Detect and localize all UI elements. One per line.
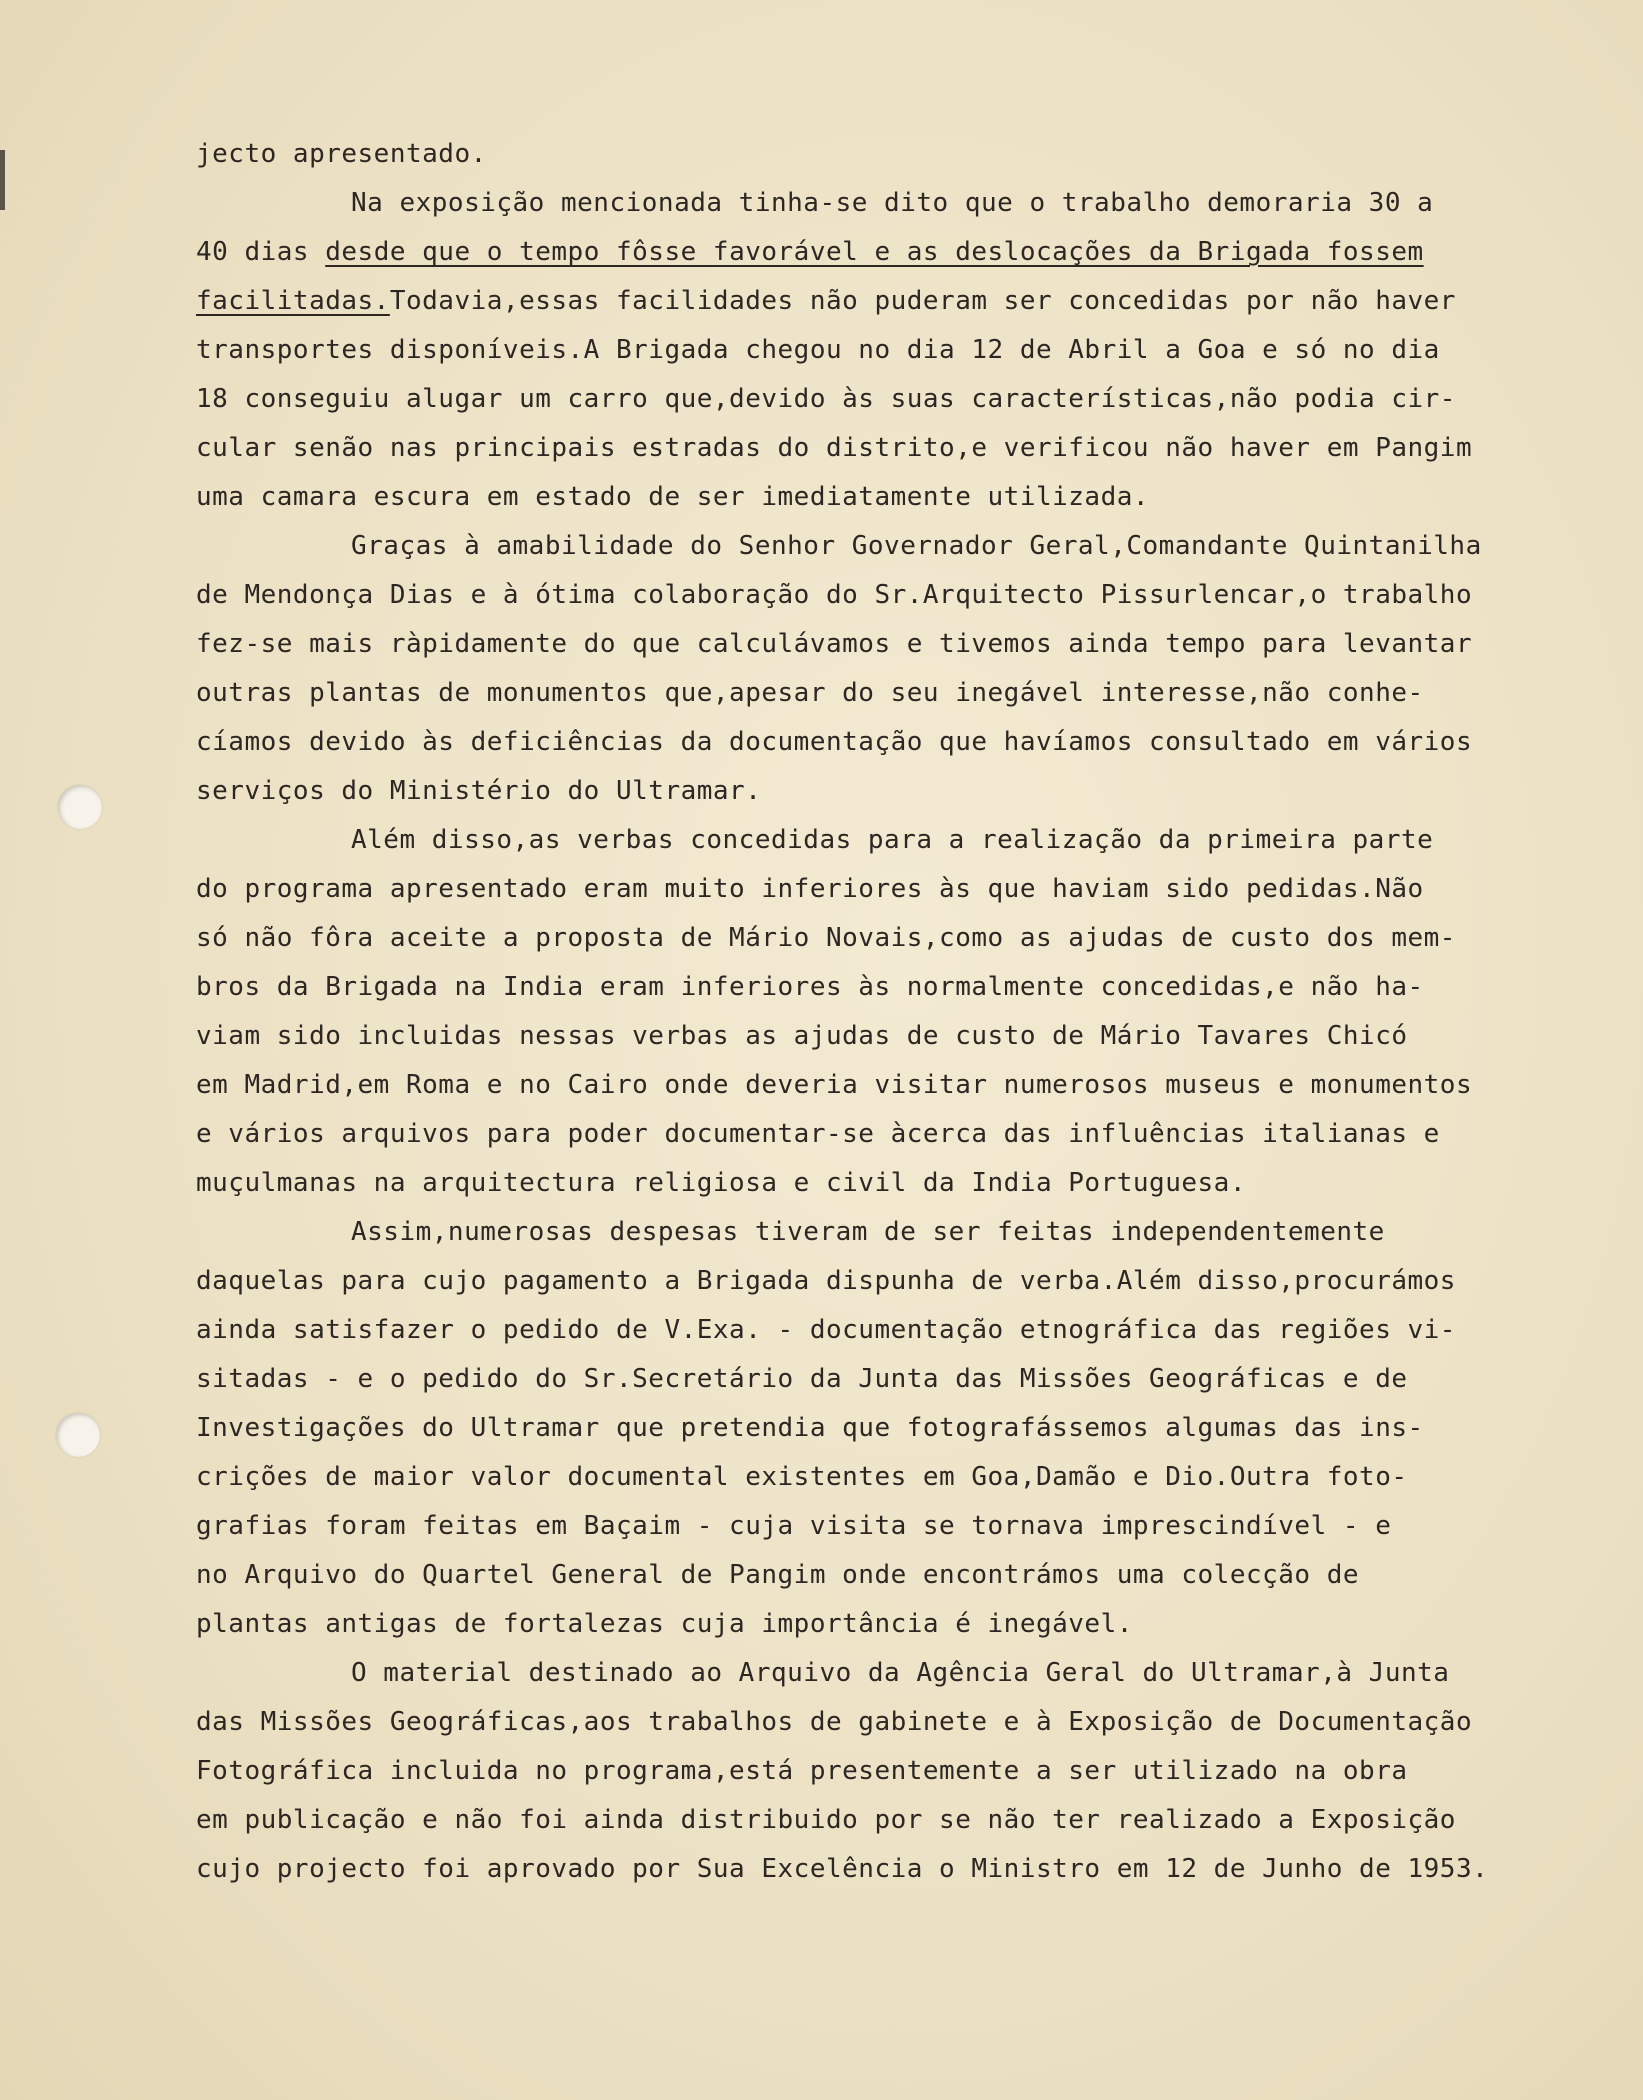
text-line: sitadas - e o pedido do Sr.Secretário da Junta das Missões Geográficas e de — [196, 1364, 1408, 1394]
text-line: só não fôra aceite a proposta de Mário Novais,como as ajudas de custo dos mem- — [196, 923, 1456, 953]
text-line: Além disso,as verbas concedidas para a realização da primeira parte — [351, 825, 1434, 855]
text-line: daquelas para cujo pagamento a Brigada dispunha de verba.Além disso,procurámos — [196, 1266, 1456, 1296]
text-line: jecto apresentado. — [196, 139, 487, 169]
text-line: de Mendonça Dias e à ótima colaboração do Sr.Arquitecto Pissurlencar,o trabalho — [196, 580, 1473, 610]
text-line: viam sido incluidas nessas verbas as ajudas de custo de Mário Tavares Chicó — [196, 1021, 1408, 1051]
text-line — [196, 228, 1526, 277]
text-segment: Todavia,essas facilidades não puderam ser concedidas por não haver — [389, 286, 1456, 316]
text-line: O material destinado ao Arquivo da Agência Geral do Ultramar,à Junta — [351, 1658, 1450, 1688]
text-line: Investigações do Ultramar que pretendia que fotografássemos algumas das ins- — [196, 1413, 1424, 1443]
punch-hole-top — [58, 785, 102, 829]
text-line: Na exposição mencionada tinha-se dito que o trabalho demoraria 30 a — [351, 188, 1434, 218]
text-line: plantas antigas de fortalezas cuja importância é inegável. — [196, 1609, 1133, 1639]
text-line: das Missões Geográficas,aos trabalhos de gabinete e à Exposição de Documentação — [196, 1707, 1473, 1737]
text-line — [196, 277, 1526, 326]
text-line: no Arquivo do Quartel General de Pangim onde encontrámos uma colecção de — [196, 1560, 1360, 1590]
typed-text-body — [196, 130, 1526, 1894]
underlined-text: facilitadas. — [196, 286, 390, 316]
text-line: uma camara escura em estado de ser imediatamente utilizada. — [196, 482, 1150, 512]
text-line: Assim,numerosas despesas tiveram de ser feitas independentemente — [351, 1217, 1385, 1247]
text-line: fez-se mais ràpidamente do que calculávamos e tivemos ainda tempo para levantar — [196, 629, 1473, 659]
page-edge-mark — [0, 150, 5, 210]
text-line: ainda satisfazer o pedido de V.Exa. - documentação etnográfica das regiões vi- — [196, 1315, 1456, 1345]
text-line: e vários arquivos para poder documentar-se àcerca das influências italianas e — [196, 1119, 1440, 1149]
text-line: em publicação e não foi ainda distribuido por se não ter realizado a Exposição — [196, 1805, 1456, 1835]
text-line: serviços do Ministério do Ultramar. — [196, 776, 762, 806]
text-line: bros da Brigada na India eram inferiores às normalmente concedidas,e não ha- — [196, 972, 1424, 1002]
punch-hole-bottom — [56, 1413, 100, 1457]
text-line: muçulmanas na arquitectura religiosa e civil da India Portuguesa. — [196, 1168, 1246, 1198]
text-line: cíamos devido às deficiências da documentação que havíamos consultado em vários — [196, 727, 1473, 757]
text-line: do programa apresentado eram muito inferiores às que haviam sido pedidas.Não — [196, 874, 1424, 904]
text-line: cular senão nas principais estradas do distrito,e verificou não haver em Pangim — [196, 433, 1473, 463]
text-line: crições de maior valor documental existentes em Goa,Damão e Dio.Outra foto- — [196, 1462, 1408, 1492]
text-line: transportes disponíveis.A Brigada chegou no dia 12 de Abril a Goa e só no dia — [196, 335, 1440, 365]
text-line: cujo projecto foi aprovado por Sua Excelência o Ministro em 12 de Junho de 1953. — [196, 1854, 1489, 1884]
text-line: Graças à amabilidade do Senhor Governador Geral,Comandante Quintanilha — [351, 531, 1482, 561]
text-line: grafias foram feitas em Baçaim - cuja visita se tornava imprescindível - e — [196, 1511, 1392, 1541]
underlined-text: desde que o tempo fôsse favorável e as deslocações da Brigada fossem — [325, 237, 1424, 267]
text-segment: 40 dias — [196, 237, 326, 267]
text-line: 18 conseguiu alugar um carro que,devido às suas características,não podia cir- — [196, 384, 1456, 414]
text-line: outras plantas de monumentos que,apesar do seu inegável interesse,não conhe- — [196, 678, 1424, 708]
text-line: em Madrid,em Roma e no Cairo onde deveria visitar numerosos museus e monumentos — [196, 1070, 1473, 1100]
text-line: Fotográfica incluida no programa,está presentemente a ser utilizado na obra — [196, 1756, 1408, 1786]
